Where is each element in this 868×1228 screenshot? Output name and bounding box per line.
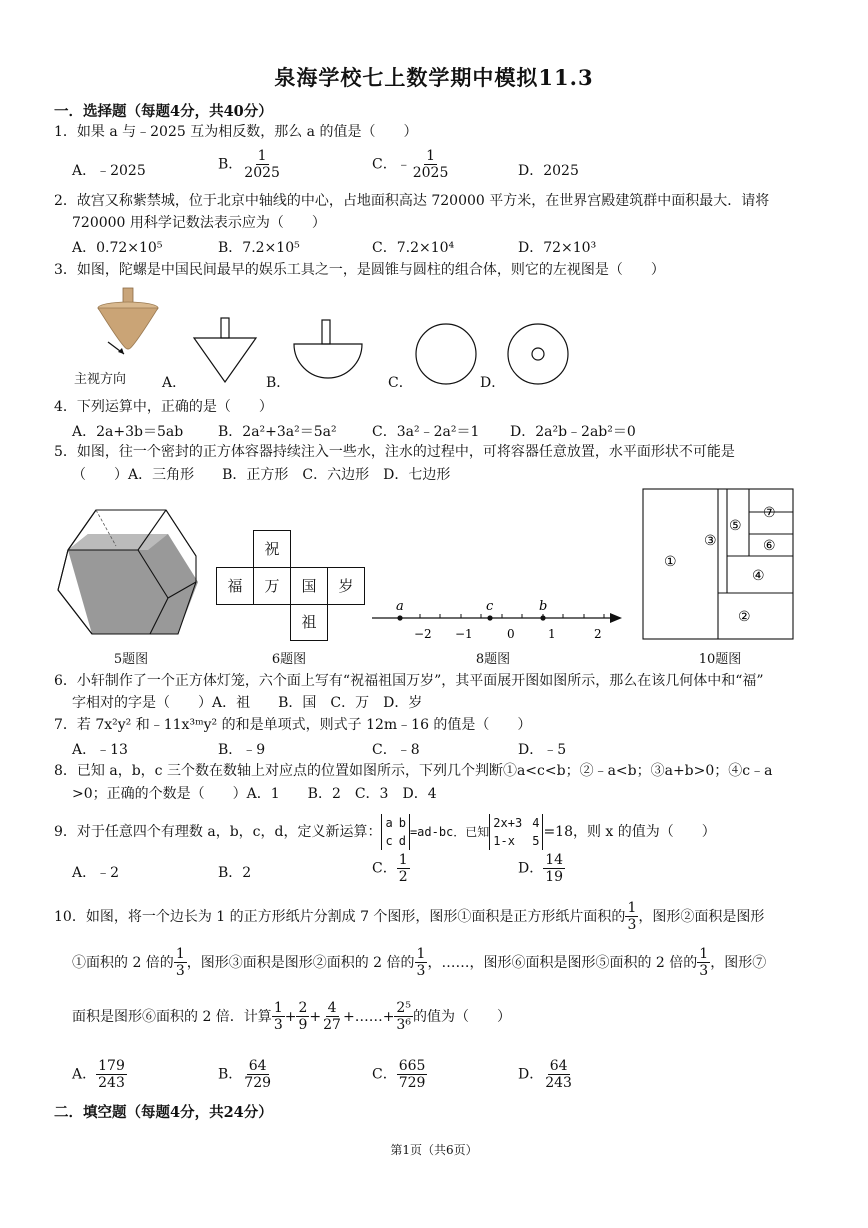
axis-point-a: a (396, 599, 404, 614)
q9-option-d: D． $\frac{14}{19}$ (518, 852, 564, 885)
net-cell-zu: 祖 (290, 604, 328, 641)
q4-option-a: A．2a+3b＝5ab (72, 424, 184, 440)
q10-option-c: C． $\frac{665}{729}$ (372, 1058, 426, 1091)
option-d-ring-view (506, 322, 570, 386)
question-10-line2: ①面积的 2 倍的 $\frac{1}{3}$ ，图形③面积是图形②面积的 2 倍的 $\frac{1}{3}$ ，……，图形⑥面积是图形⑤面积的 2 倍的 $\frac{1}{3}$ ，图形⑦ (72, 946, 767, 979)
q4-option-b: B．2a²+3a²＝5a² (218, 424, 337, 440)
piece-6-label: ⑥ (763, 538, 776, 554)
axis-point-c: c (486, 599, 494, 614)
question-3-stem: 3．如图，陀螺是中国民间最早的娱乐工具之一，是圆锥与圆柱的组合体，则它的左视图是（ ） (54, 262, 665, 278)
question-6-line2: 字相对的字是（ ）A．祖 B．国 C．万 D．岁 (72, 695, 423, 711)
question-8-line1: 8．已知 a，b，c 三个数在数轴上对应点的位置如图所示，下列几个判断①a<c<b；②﹣a<b；③a+b>0；④c﹣a (54, 763, 773, 779)
q2-option-b: B．7.2×10⁵ (218, 240, 300, 256)
page-title: 泉海学校七上数学期中模拟11.3 (274, 65, 594, 90)
q1-option-c: C．﹣ $\frac{1}{2025}$ (372, 148, 449, 181)
question-9-stem: 9．对于任意四个有理数 a，b，c，d，定义新运算： a b c d =ad-bc．已知 2x+3 4 1-x 5 =18，则 x 的值为（ ） (54, 816, 716, 848)
question-10-line3: 面积是图形⑥面积的 2 倍．计算 $\frac{1}{3}$ + $\frac{2}{9}$ + $\frac{4}{27}$ + …… + $\frac{\text{2⁵}}{\text{3⁶}}$ 的值为（ ） (72, 1000, 511, 1033)
determinant-definition: a b c d (381, 814, 409, 850)
axis-tick-2: 2 (594, 627, 602, 641)
question-6-line1: 6．小轩制作了一个正方体灯笼，六个面上写有“祝福祖国万岁”，其平面展开图如图所示，那么在该几何体中和“福” (54, 673, 764, 689)
q7-option-d: D．﹣5 (518, 742, 567, 758)
option-a-cone-view (190, 316, 262, 384)
determinant-given: 2x+3 4 1-x 5 (489, 814, 543, 850)
view-direction-label: 主视方向 (74, 372, 127, 387)
figure-5-caption: 5题图 (113, 652, 149, 667)
question-1-stem: 1．如果 a 与﹣2025 互为相反数，那么 a 的值是（ ） (54, 124, 418, 140)
q10-option-d: D． $\frac{64}{243}$ (518, 1058, 572, 1091)
q4-option-c: C．3a²﹣2a²＝1 (372, 424, 480, 440)
axis-tick-minus2: −2 (414, 627, 432, 641)
option-b-hemisphere-view (290, 318, 366, 384)
q7-option-b: B．﹣9 (218, 742, 266, 758)
q1-option-a: A．﹣2025 (72, 163, 146, 179)
square-pieces-figure (642, 488, 796, 642)
q1-option-d: D．2025 (518, 163, 579, 179)
net-cell-guo: 国 (290, 567, 328, 605)
q9-option-c: C． $\frac{1}{2}$ (372, 852, 408, 885)
q10-option-a: A． $\frac{179}{243}$ (72, 1058, 125, 1091)
q2-option-d: D．72×10³ (518, 240, 597, 256)
q7-option-c: C．﹣8 (372, 742, 420, 758)
page-footer: 第1页（共6页） (390, 1143, 478, 1157)
piece-5-label: ⑤ (729, 518, 742, 534)
number-line-figure (368, 596, 626, 646)
piece-3-label: ③ (704, 533, 717, 549)
cube-net-figure (216, 530, 364, 640)
net-cell-wan: 万 (253, 567, 291, 605)
net-cell-sui: 岁 (327, 567, 365, 605)
q2-option-a: A．0.72×10⁵ (72, 240, 163, 256)
question-8-line2: >0；正确的个数是（ ）A．1 B．2 C．3 D．4 (72, 786, 437, 802)
q3-option-a: A． (162, 375, 187, 391)
axis-tick-1: 1 (548, 627, 556, 641)
figure-8-caption: 8题图 (475, 652, 511, 667)
piece-2-label: ② (738, 609, 751, 625)
question-2-line1: 2．故宫又称紫禁城，位于北京中轴线的中心，占地面积高达 720000 平方米，在世界宫殿建筑群中面积最大．请将 (54, 193, 770, 209)
option-c-circle-view (414, 322, 478, 386)
q3-option-c: C． (388, 375, 413, 391)
piece-1-label: ① (664, 554, 677, 570)
question-2-line2: 720000 用科学记数法表示应为（ ） (72, 215, 326, 231)
q3-option-b: B． (266, 375, 291, 391)
axis-point-b: b (539, 599, 548, 614)
q7-option-a: A．﹣13 (72, 742, 128, 758)
piece-7-label: ⑦ (763, 505, 776, 521)
section-heading-choice: 一．选择题（每题4分，共40分） (54, 103, 273, 120)
figure-10-caption: 10题图 (698, 652, 742, 667)
q1-option-b: B． $\frac{1}{2025}$ (218, 148, 280, 181)
question-4-stem: 4．下列运算中，正确的是（ ） (54, 399, 273, 415)
section-heading-fill: 二．填空题（每题4分，共24分） (54, 1104, 273, 1121)
net-cell-fu: 福 (216, 567, 254, 605)
q3-option-d: D． (480, 375, 506, 391)
q4-option-d: D．2a²b﹣2ab²＝0 (510, 424, 636, 440)
axis-tick-0: 0 (507, 627, 515, 641)
question-5-line1: 5．如图，往一个密封的正方体容器持续注入一些水，注水的过程中，可将容器任意放置，水平面形状不可能是 (54, 444, 735, 460)
question-10-line1: 10．如图，将一个边长为 1 的正方形纸片分割成 7 个图形，图形①面积是正方形纸片面积的 $\frac{1}{3}$ ，图形②面积是图形 (54, 900, 765, 933)
q10-option-b: B． $\frac{64}{729}$ (218, 1058, 272, 1091)
question-5-line2: （ ）A．三角形 B．正方形 C．六边形 D．七边形 (72, 467, 451, 483)
net-cell-zhu: 祝 (253, 530, 291, 568)
question-7-stem: 7．若 7x²y² 和﹣11x³ᵐy² 的和是单项式，则式子 12m﹣16 的值是（ ） (54, 717, 532, 733)
axis-tick-minus1: −1 (455, 627, 473, 641)
cube-water-figure (50, 506, 210, 642)
q9-option-a: A．﹣2 (72, 865, 120, 881)
piece-4-label: ④ (752, 568, 765, 584)
figure-6-caption: 6题图 (271, 652, 307, 667)
q9-option-b: B．2 (218, 865, 252, 881)
q2-option-c: C．7.2×10⁴ (372, 240, 455, 256)
